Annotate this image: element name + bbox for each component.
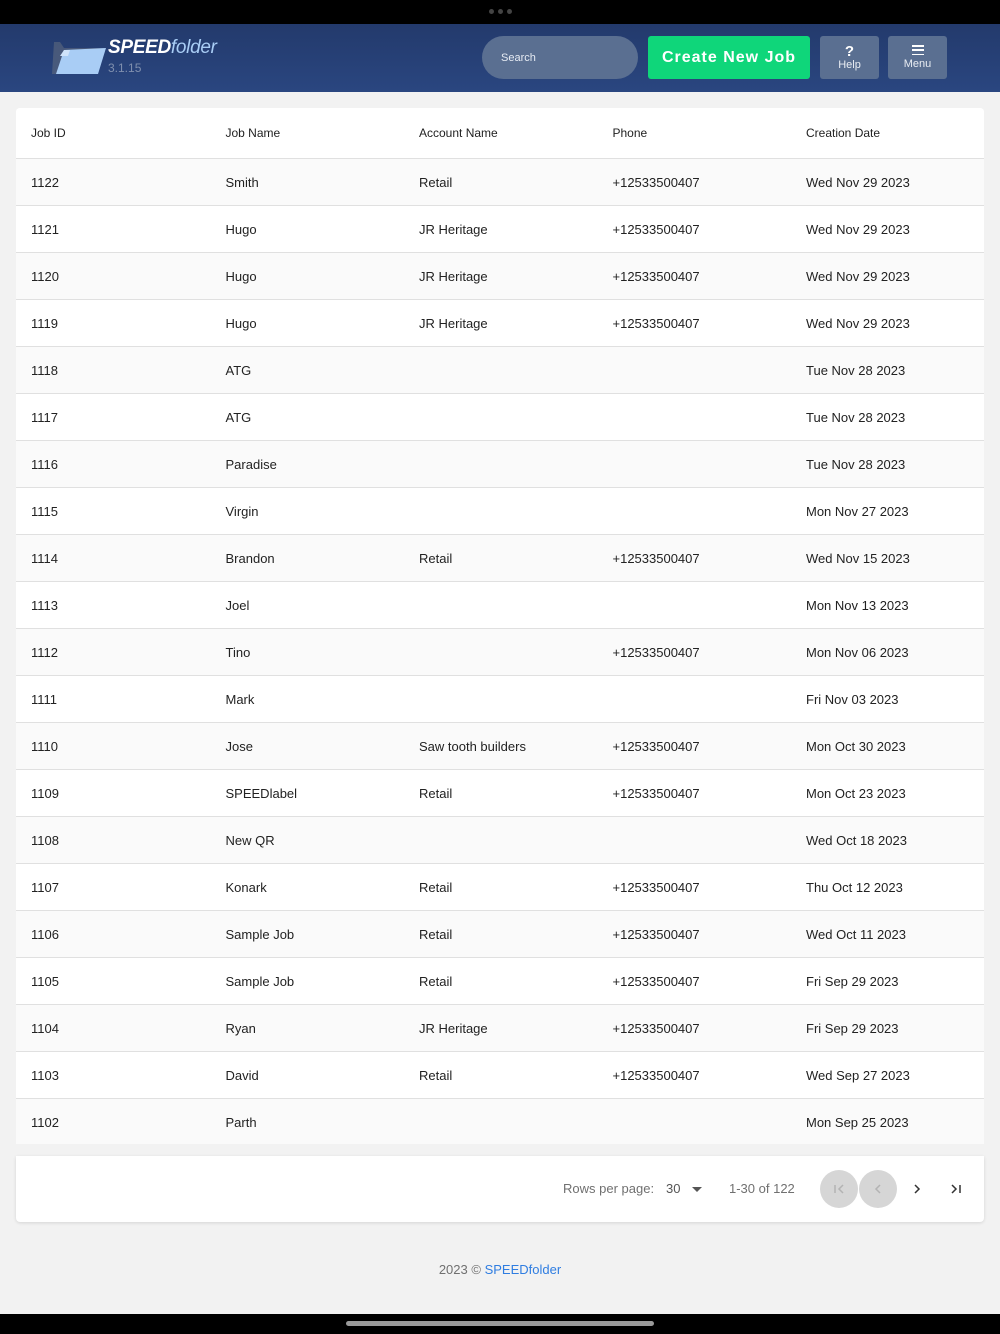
last-page-button[interactable] xyxy=(937,1170,975,1208)
cell-job-id: 1105 xyxy=(31,973,59,989)
cell-job-id: 1113 xyxy=(31,597,58,613)
cell-phone: +12533500407 xyxy=(612,550,700,566)
table-body xyxy=(16,159,984,1144)
table-row[interactable] xyxy=(16,535,984,582)
cell-job-id: 1103 xyxy=(31,1067,59,1083)
cell-job-name: David xyxy=(225,1067,259,1083)
column-header-account-name[interactable]: Account Name xyxy=(419,126,498,140)
cell-creation-date: Fri Nov 03 2023 xyxy=(806,691,899,707)
table-header xyxy=(16,108,984,159)
cell-creation-date: Mon Sep 25 2023 xyxy=(806,1114,909,1130)
next-page-button[interactable] xyxy=(898,1170,936,1208)
chevron-left-icon xyxy=(872,1183,884,1195)
cell-job-name: Joel xyxy=(225,597,250,613)
cell-account-name: JR Heritage xyxy=(419,315,488,331)
cell-creation-date: Mon Nov 13 2023 xyxy=(806,597,909,613)
cell-phone: +12533500407 xyxy=(612,738,700,754)
chevron-right-icon xyxy=(911,1183,923,1195)
cell-creation-date: Thu Oct 12 2023 xyxy=(806,879,903,895)
table-row[interactable] xyxy=(16,582,984,629)
cell-account-name: Retail xyxy=(419,550,453,566)
cell-creation-date: Tue Nov 28 2023 xyxy=(806,456,906,472)
cell-job-id: 1120 xyxy=(31,268,59,284)
footer xyxy=(0,1262,1000,1277)
last-page-icon xyxy=(950,1183,962,1195)
cell-account-name: JR Heritage xyxy=(419,221,488,237)
cell-job-name: Jose xyxy=(225,738,253,754)
cell-account-name: Retail xyxy=(419,785,453,801)
brand-bold: SPEED xyxy=(108,37,171,58)
table-row[interactable] xyxy=(16,347,984,394)
cell-account-name: Retail xyxy=(419,879,453,895)
cell-creation-date: Wed Nov 29 2023 xyxy=(806,268,910,284)
table-row[interactable] xyxy=(16,1005,984,1052)
pagination-bar xyxy=(16,1156,984,1222)
menu-label: Menu xyxy=(903,58,932,70)
cell-job-name: Mark xyxy=(225,691,255,707)
cell-creation-date: Wed Nov 29 2023 xyxy=(806,174,910,190)
help-label: Help xyxy=(838,59,861,71)
column-header-job-name[interactable]: Job Name xyxy=(225,126,281,140)
cell-creation-date: Wed Oct 11 2023 xyxy=(806,926,906,942)
create-new-job-button[interactable]: Create New Job xyxy=(648,36,810,79)
footer-brand-link[interactable]: SPEEDfolder xyxy=(484,1262,562,1277)
cell-job-name: Sample Job xyxy=(225,973,295,989)
folder-logo-icon[interactable] xyxy=(50,40,106,76)
column-header-phone[interactable]: Phone xyxy=(612,126,648,140)
menu-button[interactable] xyxy=(888,36,947,79)
table-row[interactable] xyxy=(16,723,984,770)
cell-creation-date: Wed Nov 29 2023 xyxy=(806,315,910,331)
cell-creation-date: Wed Sep 27 2023 xyxy=(806,1067,910,1083)
home-indicator[interactable] xyxy=(346,1321,654,1326)
cell-job-name: Sample Job xyxy=(225,926,295,942)
cell-phone: +12533500407 xyxy=(612,268,700,284)
cell-phone: +12533500407 xyxy=(612,973,700,989)
cell-creation-date: Fri Sep 29 2023 xyxy=(806,973,899,989)
table-row[interactable] xyxy=(16,441,984,488)
column-header-creation-date[interactable]: Creation Date xyxy=(806,126,881,140)
cell-account-name: Retail xyxy=(419,1067,453,1083)
cell-job-name: Hugo xyxy=(225,315,257,331)
footer-copyright: 2023 © xyxy=(438,1262,485,1277)
brand-light: folder xyxy=(170,37,217,58)
app-header xyxy=(0,24,1000,92)
cell-phone: +12533500407 xyxy=(612,644,700,660)
cell-account-name: Retail xyxy=(419,926,453,942)
table-row[interactable] xyxy=(16,911,984,958)
cell-creation-date: Wed Oct 18 2023 xyxy=(806,832,907,848)
cell-job-id: 1102 xyxy=(31,1114,59,1130)
brand-name[interactable] xyxy=(108,37,217,59)
cell-phone: +12533500407 xyxy=(612,315,700,331)
first-page-button[interactable] xyxy=(820,1170,858,1208)
cell-creation-date: Mon Oct 23 2023 xyxy=(806,785,906,801)
table-row[interactable] xyxy=(16,817,984,864)
help-button[interactable] xyxy=(820,36,879,79)
table-row[interactable] xyxy=(16,1052,984,1099)
table-row[interactable] xyxy=(16,958,984,1005)
cell-job-name: Brandon xyxy=(225,550,275,566)
table-row[interactable] xyxy=(16,253,984,300)
cell-job-id: 1111 xyxy=(31,691,58,707)
hamburger-icon xyxy=(912,45,924,55)
table-row[interactable] xyxy=(16,1099,984,1144)
cell-job-name: Paradise xyxy=(225,456,277,472)
cell-job-id: 1109 xyxy=(31,785,59,801)
cell-phone: +12533500407 xyxy=(612,879,700,895)
cell-job-name: Konark xyxy=(225,879,267,895)
cell-phone: +12533500407 xyxy=(612,785,700,801)
cell-creation-date: Wed Nov 15 2023 xyxy=(806,550,910,566)
table-row[interactable] xyxy=(16,770,984,817)
cell-job-id: 1119 xyxy=(31,315,58,331)
table-row[interactable] xyxy=(16,676,984,723)
cell-job-id: 1112 xyxy=(31,644,58,660)
table-row[interactable] xyxy=(16,488,984,535)
cell-job-id: 1114 xyxy=(31,550,58,566)
multitask-dots-icon[interactable] xyxy=(489,9,512,14)
cell-job-id: 1115 xyxy=(31,503,58,519)
page-range: 1-30 of 122 xyxy=(729,1181,795,1196)
cell-job-id: 1108 xyxy=(31,832,59,848)
status-bar xyxy=(0,0,1000,24)
cell-phone: +12533500407 xyxy=(612,926,700,942)
cell-job-name: Tino xyxy=(225,644,251,660)
cell-job-name: Hugo xyxy=(225,221,257,237)
cell-job-name: Virgin xyxy=(225,503,259,519)
cell-job-id: 1117 xyxy=(31,409,58,425)
caret-down-icon xyxy=(692,1187,702,1192)
rows-per-page-select[interactable] xyxy=(666,1181,702,1196)
previous-page-button[interactable] xyxy=(859,1170,897,1208)
cell-job-name: ATG xyxy=(225,362,252,378)
cell-phone: +12533500407 xyxy=(612,221,700,237)
cell-creation-date: Mon Nov 27 2023 xyxy=(806,503,909,519)
cell-account-name: JR Heritage xyxy=(419,268,488,284)
table-row[interactable] xyxy=(16,394,984,441)
cell-job-name: Parth xyxy=(225,1114,257,1130)
cell-creation-date: Tue Nov 28 2023 xyxy=(806,409,906,425)
cell-job-id: 1121 xyxy=(31,221,59,237)
cell-job-name: New QR xyxy=(225,832,275,848)
table-row[interactable] xyxy=(16,629,984,676)
cell-job-name: SPEEDlabel xyxy=(225,785,298,801)
question-mark-icon: ? xyxy=(844,43,855,60)
cell-creation-date: Fri Sep 29 2023 xyxy=(806,1020,899,1036)
cell-account-name: Retail xyxy=(419,174,453,190)
cell-job-name: Hugo xyxy=(225,268,257,284)
rows-per-page-label: Rows per page: xyxy=(563,1181,655,1196)
cell-job-id: 1107 xyxy=(31,879,59,895)
cell-creation-date: Mon Nov 06 2023 xyxy=(806,644,909,660)
cell-job-id: 1104 xyxy=(31,1020,59,1036)
cell-creation-date: Tue Nov 28 2023 xyxy=(806,362,906,378)
cell-creation-date: Mon Oct 30 2023 xyxy=(806,738,906,754)
cell-job-name: ATG xyxy=(225,409,252,425)
table-row[interactable] xyxy=(16,159,984,206)
cell-job-id: 1116 xyxy=(31,456,58,472)
table-row[interactable] xyxy=(16,864,984,911)
cell-job-name: Smith xyxy=(225,174,259,190)
search-input[interactable] xyxy=(482,36,638,79)
cell-job-id: 1122 xyxy=(31,174,59,190)
cell-account-name: Saw tooth builders xyxy=(419,738,526,754)
column-header-job-id[interactable]: Job ID xyxy=(31,126,66,140)
cell-job-id: 1110 xyxy=(31,738,58,754)
cell-phone: +12533500407 xyxy=(612,1067,700,1083)
first-page-icon xyxy=(833,1183,845,1195)
cell-job-id: 1106 xyxy=(31,926,59,942)
cell-job-name: Ryan xyxy=(225,1020,256,1036)
cell-phone: +12533500407 xyxy=(612,1020,700,1036)
cell-account-name: Retail xyxy=(419,973,453,989)
table-row[interactable] xyxy=(16,206,984,253)
cell-job-id: 1118 xyxy=(31,362,58,378)
app-version: 3.1.15 xyxy=(108,61,142,75)
cell-account-name: JR Heritage xyxy=(419,1020,488,1036)
table-row[interactable] xyxy=(16,300,984,347)
cell-creation-date: Wed Nov 29 2023 xyxy=(806,221,910,237)
jobs-table xyxy=(16,108,984,1144)
cell-phone: +12533500407 xyxy=(612,174,700,190)
rows-per-page-value: 30 xyxy=(666,1181,681,1196)
